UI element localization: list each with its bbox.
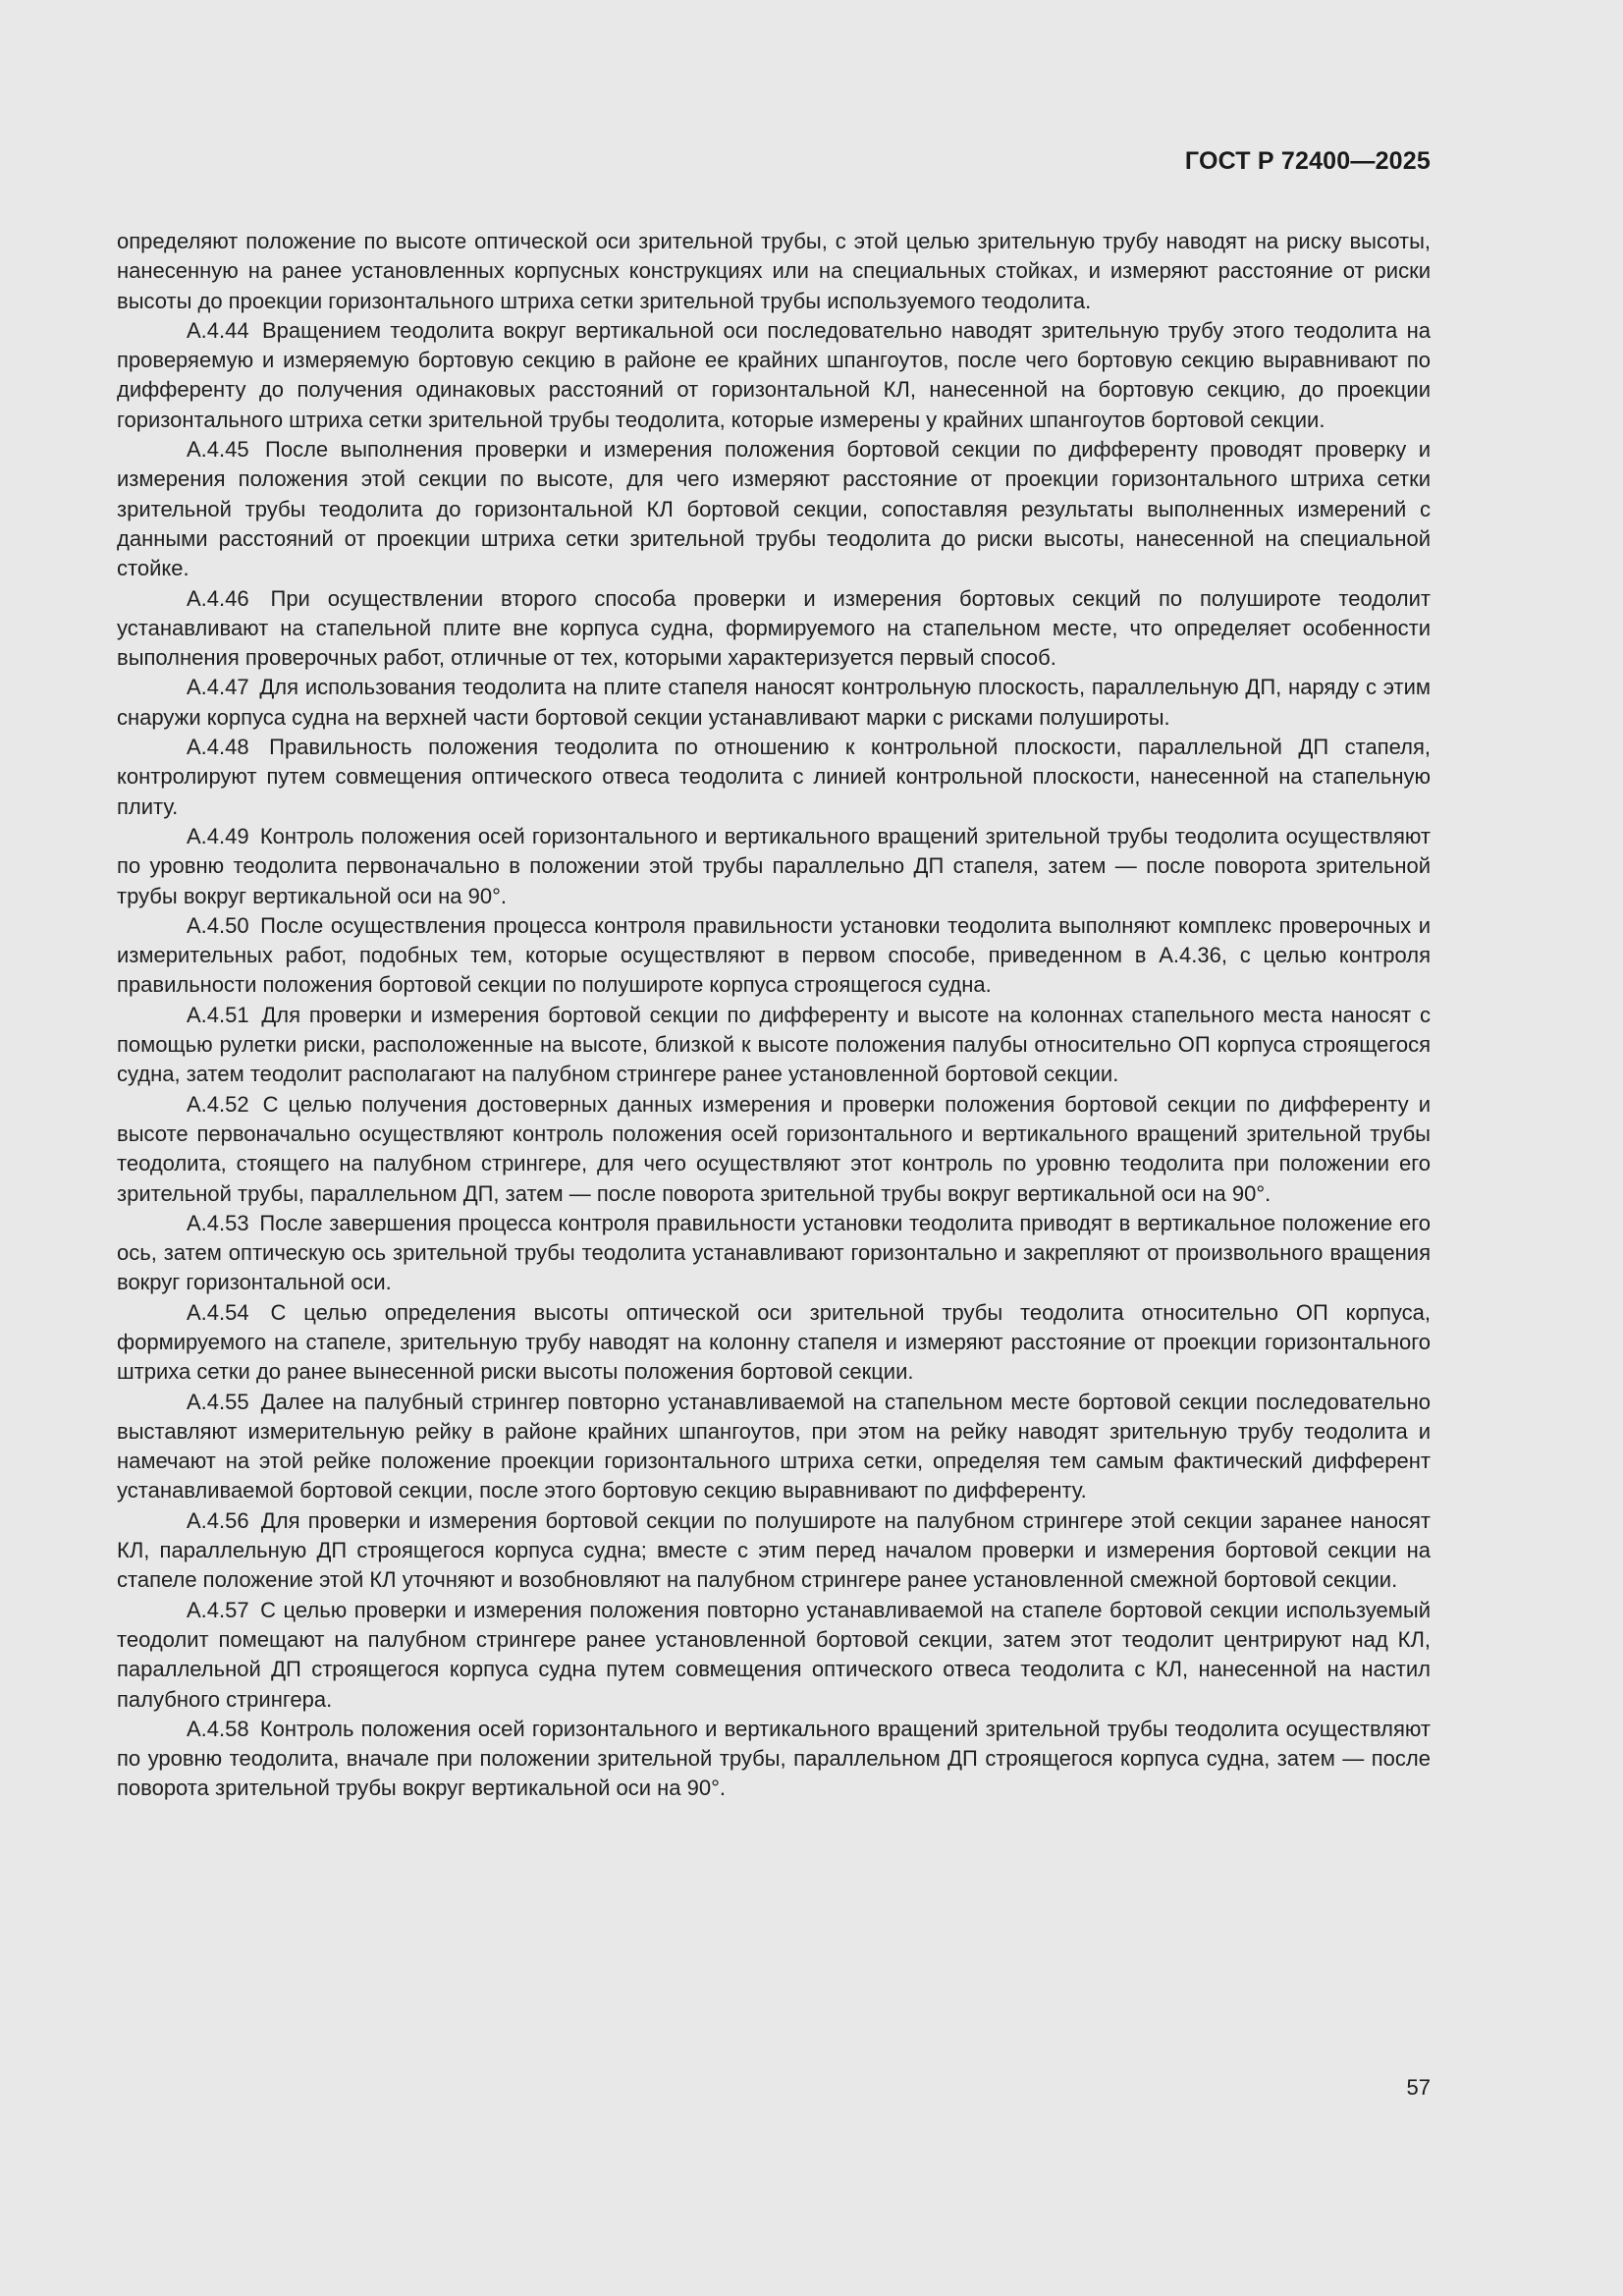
paragraph-a-4-57 bbox=[117, 1596, 1431, 1715]
clause-number: А.4.48 bbox=[187, 735, 249, 760]
paragraph-a-4-46 bbox=[117, 584, 1431, 674]
paragraph-a-4-49 bbox=[117, 822, 1431, 911]
paragraph-text: После завершения процесса контроля правильности установки теодолита приводят в вертикальное положение его ось, затем оптическую ось зрительной трубы теодолита устанавливают горизонтально и закрепляют от произвольного вращения вокруг горизонтальной оси. bbox=[117, 1210, 1431, 1295]
clause-number: А.4.46 bbox=[187, 585, 249, 611]
clause-number: А.4.58 bbox=[187, 1716, 249, 1741]
clause-number: А.4.50 bbox=[187, 912, 249, 938]
paragraph-a-4-58 bbox=[117, 1715, 1431, 1804]
paragraph-text: При осуществлении второго способа проверки и измерения бортовых секций по полушироте теодолит устанавливают на стапельной плите вне корпуса судна, формируемого на стапельном месте, что определяет особенности выполнения проверочных работ, отличные от тех, которыми характеризуется первый способ. bbox=[117, 585, 1431, 671]
paragraph-text: Далее на палубный стрингер повторно устанавливаемой на стапельном месте бортовой секции последовательно выставляют измерительную рейку в районе крайних шпангоутов, при этом на рейку наводят зрительную трубу теодолита и намечают на этой рейке положение проекции горизонтального штриха сетки, определяя тем самым фактический дифферент устанавливаемой бортовой секции, после этого бортовую секцию выравнивают по дифференту. bbox=[117, 1389, 1431, 1503]
paragraph-a-4-44 bbox=[117, 316, 1431, 435]
paragraph-a-4-56 bbox=[117, 1506, 1431, 1596]
clause-number: А.4.45 bbox=[187, 437, 249, 463]
paragraph-text: С целью получения достоверных данных измерения и проверки положения бортовой секции по дифференту и высоте первоначально осуществляют контроль положения осей горизонтального и вертикального вращений зрительной трубы теодолита, стоящего на палубном стрингере, для чего осуществляют этот контроль по уровню теодолита при положении его зрительной трубы, параллельном ДП, затем — после поворота зрительной трубы вокруг вертикальной оси на 90°. bbox=[117, 1091, 1431, 1206]
paragraph-text: Для использования теодолита на плите стапеля наносят контрольную плоскость, параллельную ДП, наряду с этим снаружи корпуса судна на верхней части бортовой секции устанавливают марки с рисками полушироты. bbox=[117, 675, 1431, 730]
paragraph-a-4-47 bbox=[117, 673, 1431, 733]
clause-number: А.4.52 bbox=[187, 1091, 249, 1117]
paragraph-text: После осуществления процесса контроля правильности установки теодолита выполняют комплекс проверочных и измерительных работ, подобных тем, которые осуществляют в первом способе, приведенном в А.4.36, с целью контроля правильности положения бортовой секции по полушироте корпуса строящегося судна. bbox=[117, 912, 1431, 998]
paragraph-a-4-45 bbox=[117, 435, 1431, 583]
paragraph-a-4-48 bbox=[117, 733, 1431, 822]
clause-number: А.4.57 bbox=[187, 1597, 249, 1622]
clause-number: А.4.49 bbox=[187, 823, 249, 848]
paragraph-text: С целью определения высоты оптической оси зрительной трубы теодолита относительно ОП корпуса, формируемого на стапеле, зрительную трубу наводят на колонну стапеля и измеряют расстояние от проекции горизонтального штриха сетки до ранее вынесенной риски высоты положения бортовой секции. bbox=[117, 1299, 1431, 1385]
clause-number: А.4.54 bbox=[187, 1299, 249, 1325]
paragraph-text: После выполнения проверки и измерения положения бортовой секции по дифференту проводят проверку и измерения положения этой секции по высоте, для чего измеряют расстояние от проекции горизонтального штриха сетки зрительной трубы теодолита до горизонтальной КЛ бортовой секции, сопоставляя результаты выполненных измерений с данными расстояний от проекции штриха сетки зрительной трубы теодолита до риски высоты, нанесенной на специальной стойке. bbox=[117, 437, 1431, 581]
paragraph-text: Правильность положения теодолита по отношению к контрольной плоскости, параллельной ДП стапеля, контролируют путем совмещения оптического отвеса теодолита с линией контрольной плоскости, нанесенной на стапельную плиту. bbox=[117, 735, 1431, 819]
paragraph-a-4-50 bbox=[117, 911, 1431, 1001]
paragraph-a-4-55 bbox=[117, 1388, 1431, 1506]
paragraph-text: определяют положение по высоте оптической оси зрительной трубы, с этой целью зрительную трубу наводят на риску высоты, нанесенную на ранее установленных корпусных конструкциях или на специальных стойках, и измеряют расстояние от риски высоты до проекции горизонтального штриха сетки зрительной трубы используемого теодолита. bbox=[117, 229, 1431, 313]
paragraph-continuation bbox=[117, 227, 1431, 316]
paragraph-a-4-54 bbox=[117, 1298, 1431, 1388]
standard-designation: ГОСТ Р 72400—2025 bbox=[1184, 147, 1431, 175]
paragraph-text: Для проверки и измерения бортовой секции по полушироте на палубном стрингере этой секции заранее наносят КЛ, параллельную ДП строящегося корпуса судна; вместе с этим перед началом проверки и измерения бортовой секции на стапеле положение этой КЛ уточняют и возобновляют на палубном стрингере ранее установленной смежной бортовой секции. bbox=[117, 1507, 1431, 1593]
paragraph-text: Для проверки и измерения бортовой секции по дифференту и высоте на колоннах стапельного места наносят с помощью рулетки риски, расположенные на высоте, близкой к высоте положения палубы относительно ОП корпуса строящегося судна, затем теодолит располагают на палубном стрингере ранее установленной бортовой секции. bbox=[117, 1002, 1431, 1087]
clause-number: А.4.53 bbox=[187, 1210, 249, 1235]
paragraph-text: Контроль положения осей горизонтального и вертикального вращений зрительной трубы теодолита осуществляют по уровню теодолита, вначале при положении зрительной трубы, параллельном ДП строящегося корпуса судна, затем — после поворота зрительной трубы вокруг вертикальной оси на 90°. bbox=[117, 1716, 1431, 1801]
paragraph-a-4-53 bbox=[117, 1209, 1431, 1298]
document-body bbox=[117, 227, 1431, 1804]
paragraph-a-4-52 bbox=[117, 1090, 1431, 1209]
clause-number: А.4.44 bbox=[187, 317, 249, 343]
page-number: 57 bbox=[1406, 2075, 1431, 2100]
paragraph-text: Вращением теодолита вокруг вертикальной оси последовательно наводят зрительную трубу этого теодолита на проверяемую и измеряемую бортовую секцию в районе ее крайних шпангоутов, после чего бортовую секцию выравнивают по дифференту до получения одинаковых расстояний от горизонтальной КЛ, нанесенной на бортовую секцию, до проекции горизонтального штриха сетки зрительной трубы теодолита, которые измерены у крайних шпангоутов бортовой секции. bbox=[117, 317, 1431, 432]
paragraph-a-4-51 bbox=[117, 1001, 1431, 1090]
paragraph-text: Контроль положения осей горизонтального и вертикального вращений зрительной трубы теодолита осуществляют по уровню теодолита первоначально в положении этой трубы параллельно ДП стапеля, затем — после поворота зрительной трубы вокруг вертикальной оси на 90°. bbox=[117, 823, 1431, 908]
clause-number: А.4.55 bbox=[187, 1389, 249, 1414]
paragraph-text: С целью проверки и измерения положения повторно устанавливаемой на стапеле бортовой секции используемый теодолит помещают на палубном стрингере ранее установленной бортовой секции, затем этот теодолит центрируют над КЛ, параллельной ДП строящегося корпуса судна путем совмещения оптического отвеса теодолита с КЛ, нанесенной на настил палубного стрингера. bbox=[117, 1597, 1431, 1712]
clause-number: А.4.51 bbox=[187, 1002, 249, 1027]
clause-number: А.4.56 bbox=[187, 1507, 249, 1533]
clause-number: А.4.47 bbox=[187, 675, 249, 700]
